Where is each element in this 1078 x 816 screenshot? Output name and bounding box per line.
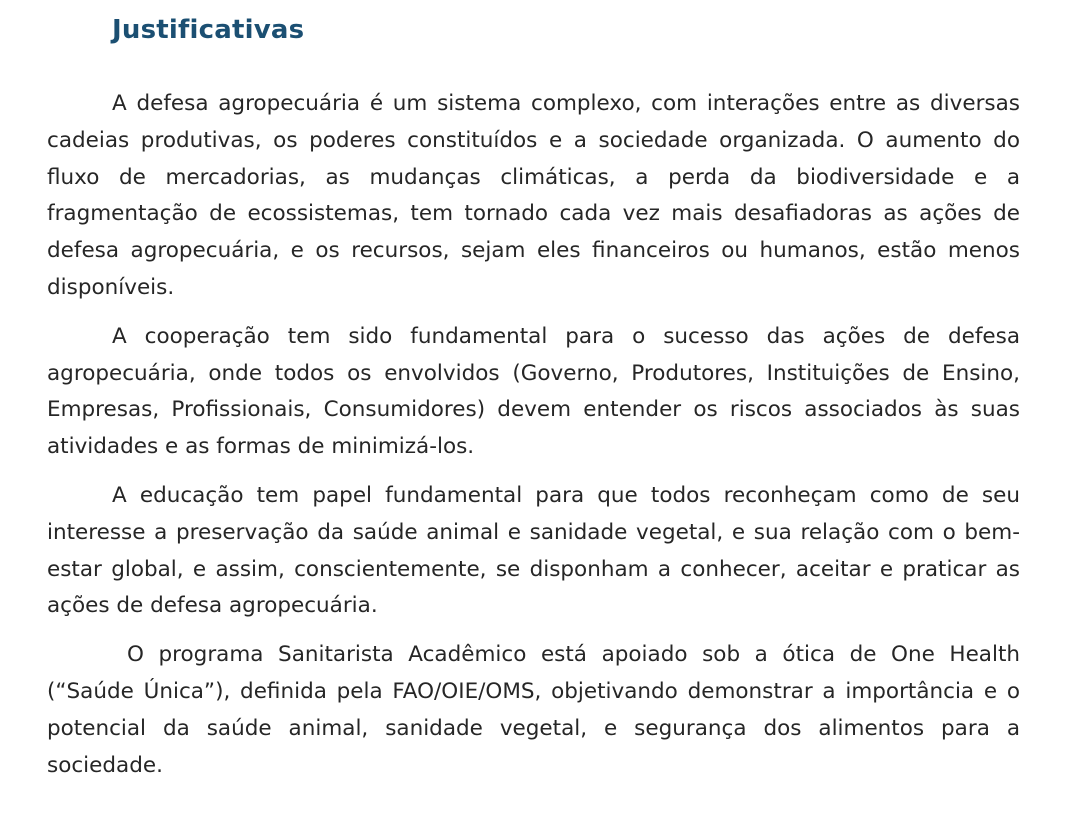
paragraph-2: A cooperação tem sido fundamental para o sucesso das ações de defesa agropecuária, onde todos os envolvidos (Governo, Produtores, Instituições de Ensino, Empresas, Profissionais, Consumidores) devem entender os riscos associados às suas atividades e as formas de minimizá-los. [47,323,1020,460]
paragraph-3: A educação tem papel fundamental para que todos reconheçam como de seu interesse a preservação da saúde animal e sanidade vegetal, e sua relação com o bem-estar global, e assim, conscientemente, se disponham a conhecer, aceitar e praticar as ações de defesa agropecuária. [47,482,1020,619]
section-body [47,86,1020,784]
section-heading: Justificativas [112,15,305,45]
paragraph-1: A defesa agropecuária é um sistema complexo, com interações entre as diversas cadeias produtivas, os poderes constituídos e a sociedade organizada. O aumento do fluxo de mercadorias, as mudanças climáticas, a perda da biodiversidade e a fragmentação de ecossistemas, tem tornado cada vez mais desafiadoras as ações de defesa agropecuária, e os recursos, sejam eles financeiros ou humanos, estão menos disponíveis. [47,91,1020,300]
paragraph-4: O programa Sanitarista Acadêmico está apoiado sob a ótica de One Health (“Saúde Única”), definida pela FAO/OIE/OMS, objetivando demonstrar a importância e o potencial da saúde animal, sanidade vegetal, e segurança dos alimentos para a sociedade. [47,642,1020,778]
